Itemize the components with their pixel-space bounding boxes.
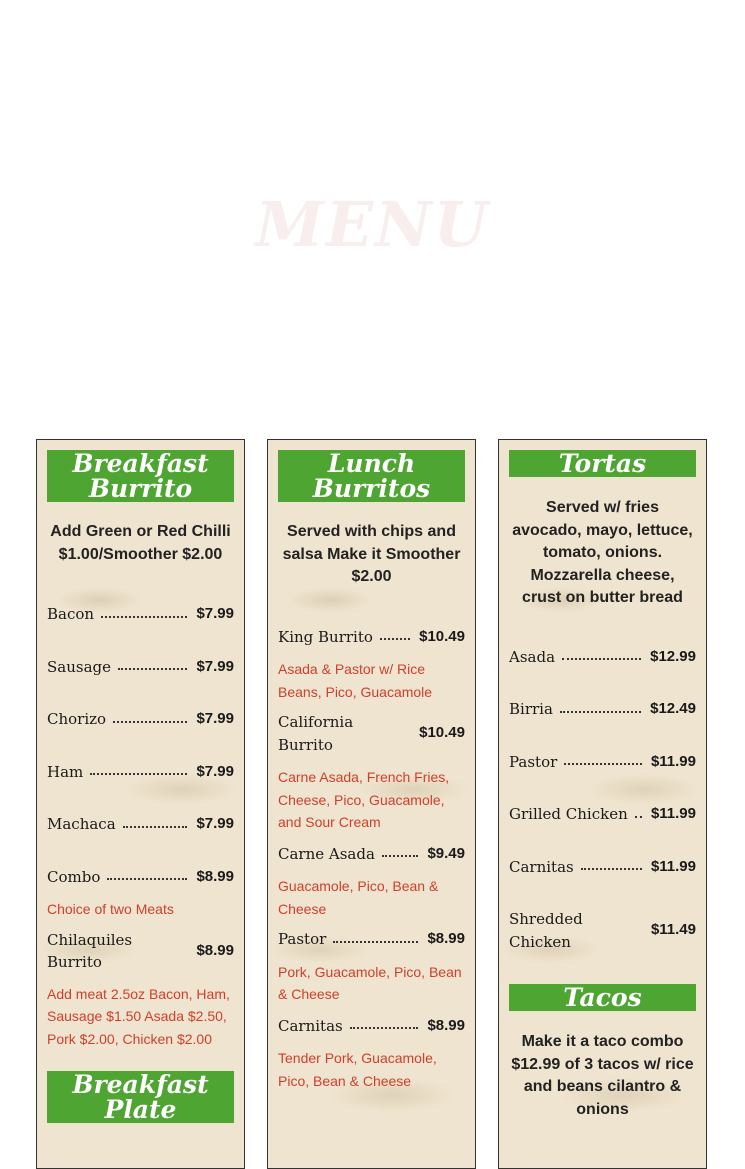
menu-item xyxy=(47,813,234,836)
menu-item xyxy=(509,908,696,953)
item-name: Bacon xyxy=(47,605,95,623)
item-name: Chilaquiles Burrito xyxy=(47,930,133,971)
menu-item xyxy=(47,761,234,784)
menu-item xyxy=(509,856,696,879)
item-name: Asada xyxy=(509,647,556,666)
dot-leader xyxy=(101,616,187,618)
tacos-banner xyxy=(509,984,696,1011)
item-price: $7.99 xyxy=(196,762,234,780)
item-name: King Burrito xyxy=(278,627,373,646)
item-name: Carnitas xyxy=(509,857,574,876)
menu-item xyxy=(278,843,465,866)
item-name: Shredded Chicken xyxy=(509,910,583,951)
item-price: $8.99 xyxy=(196,941,234,959)
banner-line: Plate xyxy=(104,1095,177,1124)
item-price: $12.99 xyxy=(650,647,696,665)
dot-leader xyxy=(560,711,641,713)
item-name: Grilled Chicken xyxy=(509,805,628,823)
dot-leader xyxy=(564,763,642,765)
dot-leader xyxy=(382,855,419,857)
menu-item xyxy=(509,751,696,774)
item-price: $7.99 xyxy=(196,657,234,675)
banner-line: Burrito xyxy=(88,474,193,503)
item-price: $8.99 xyxy=(196,867,234,885)
dot-leader xyxy=(350,1027,419,1029)
item-price: $9.49 xyxy=(427,844,465,862)
dot-leader xyxy=(113,721,187,723)
menu-item xyxy=(509,646,696,669)
item-description: Pork, Guacamole, Pico, Bean & Cheese xyxy=(278,963,462,1002)
banner-line: Tacos xyxy=(563,983,642,1012)
menu-item xyxy=(509,698,696,721)
breakfast-plate-banner xyxy=(47,1071,234,1123)
dot-leader xyxy=(333,941,418,943)
lunch-burritos-note: Served with chips and salsa Make it Smoother $2.00 xyxy=(282,523,461,585)
item-name: Machaca xyxy=(47,815,116,833)
tortas-banner xyxy=(509,450,696,477)
item-price: $12.49 xyxy=(650,700,696,717)
tortas-panel xyxy=(498,439,707,1169)
breakfast-burrito-banner xyxy=(47,450,234,502)
item-price: $7.99 xyxy=(196,815,234,832)
item-price: $11.99 xyxy=(650,752,696,770)
item-price: $10.49 xyxy=(419,627,465,645)
item-description: Guacamole, Pico, Bean & Cheese xyxy=(278,878,439,917)
tortas-note: Served w/ fries avocado, mayo, lettuce, tomato, onions. Mozzarella cheese, crust on butter bread xyxy=(512,499,693,606)
item-name: California Burrito xyxy=(278,713,354,754)
item-description: Carne Asada, French Fries, Cheese, Pico, Guacamole, and Sour Cream xyxy=(278,769,450,830)
item-description: Add meat 2.5oz Bacon, Ham, Sausage $1.50 Asada $2.50, Pork $2.00, Chicken $2.00 xyxy=(47,985,230,1047)
item-price: $8.99 xyxy=(427,930,465,947)
item-description: Asada & Pastor w/ Rice Beans, Pico, Guacamole xyxy=(278,661,433,700)
menu-item xyxy=(47,603,234,626)
dot-leader xyxy=(90,773,187,775)
menu-item xyxy=(47,866,234,889)
dot-leader xyxy=(123,826,188,828)
item-price: $10.49 xyxy=(419,724,465,742)
item-price: $11.99 xyxy=(650,857,696,875)
dot-leader xyxy=(380,638,410,640)
item-price: $7.99 xyxy=(196,605,234,622)
menu-item xyxy=(509,803,696,826)
item-price: $8.99 xyxy=(427,1016,465,1034)
breakfast-burrito-note: Add Green or Red Chilli $1.00/Smoother $2.00 xyxy=(50,523,231,563)
banner-line: Breakfast xyxy=(72,449,209,478)
banner-line: Lunch xyxy=(327,449,416,478)
menu-item xyxy=(278,711,465,756)
dot-leader xyxy=(107,878,187,880)
item-name: Chorizo xyxy=(47,710,107,728)
item-name: Ham xyxy=(47,762,84,781)
tacos-note: Make it a taco combo $12.99 of 3 tacos w/ rice and beans cilantro & onions xyxy=(511,1033,694,1118)
banner-line: Burritos xyxy=(312,474,431,503)
menu-item xyxy=(278,626,465,649)
item-price: $11.49 xyxy=(650,921,696,939)
item-description: Choice of two Meats xyxy=(47,901,174,917)
dot-leader xyxy=(118,668,187,670)
menu-item xyxy=(278,928,465,951)
dot-leader xyxy=(635,816,642,818)
item-name: Birria xyxy=(509,700,553,718)
dot-leader xyxy=(581,868,642,870)
item-name: Pastor xyxy=(509,752,558,771)
menu-title: MENU xyxy=(255,188,490,261)
item-price: $7.99 xyxy=(196,710,234,727)
item-name: Sausage xyxy=(47,657,111,676)
menu-item xyxy=(47,929,234,974)
item-name: Carnitas xyxy=(278,1016,343,1035)
lunch-burritos-panel xyxy=(267,439,476,1169)
item-name: Pastor xyxy=(278,930,327,948)
menu-item xyxy=(278,1015,465,1038)
item-price: $11.99 xyxy=(650,805,696,822)
breakfast-burrito-panel xyxy=(36,439,245,1169)
banner-line: Tortas xyxy=(558,449,647,478)
item-name: Combo xyxy=(47,867,101,886)
item-name: Carne Asada xyxy=(278,844,375,863)
menu-item xyxy=(47,656,234,679)
menu-item xyxy=(47,708,234,731)
lunch-burritos-banner xyxy=(278,450,465,502)
dot-leader xyxy=(562,658,641,660)
banner-line: Breakfast xyxy=(72,1070,209,1099)
item-description: Tender Pork, Guacamole, Pico, Bean & Cheese xyxy=(278,1050,437,1089)
